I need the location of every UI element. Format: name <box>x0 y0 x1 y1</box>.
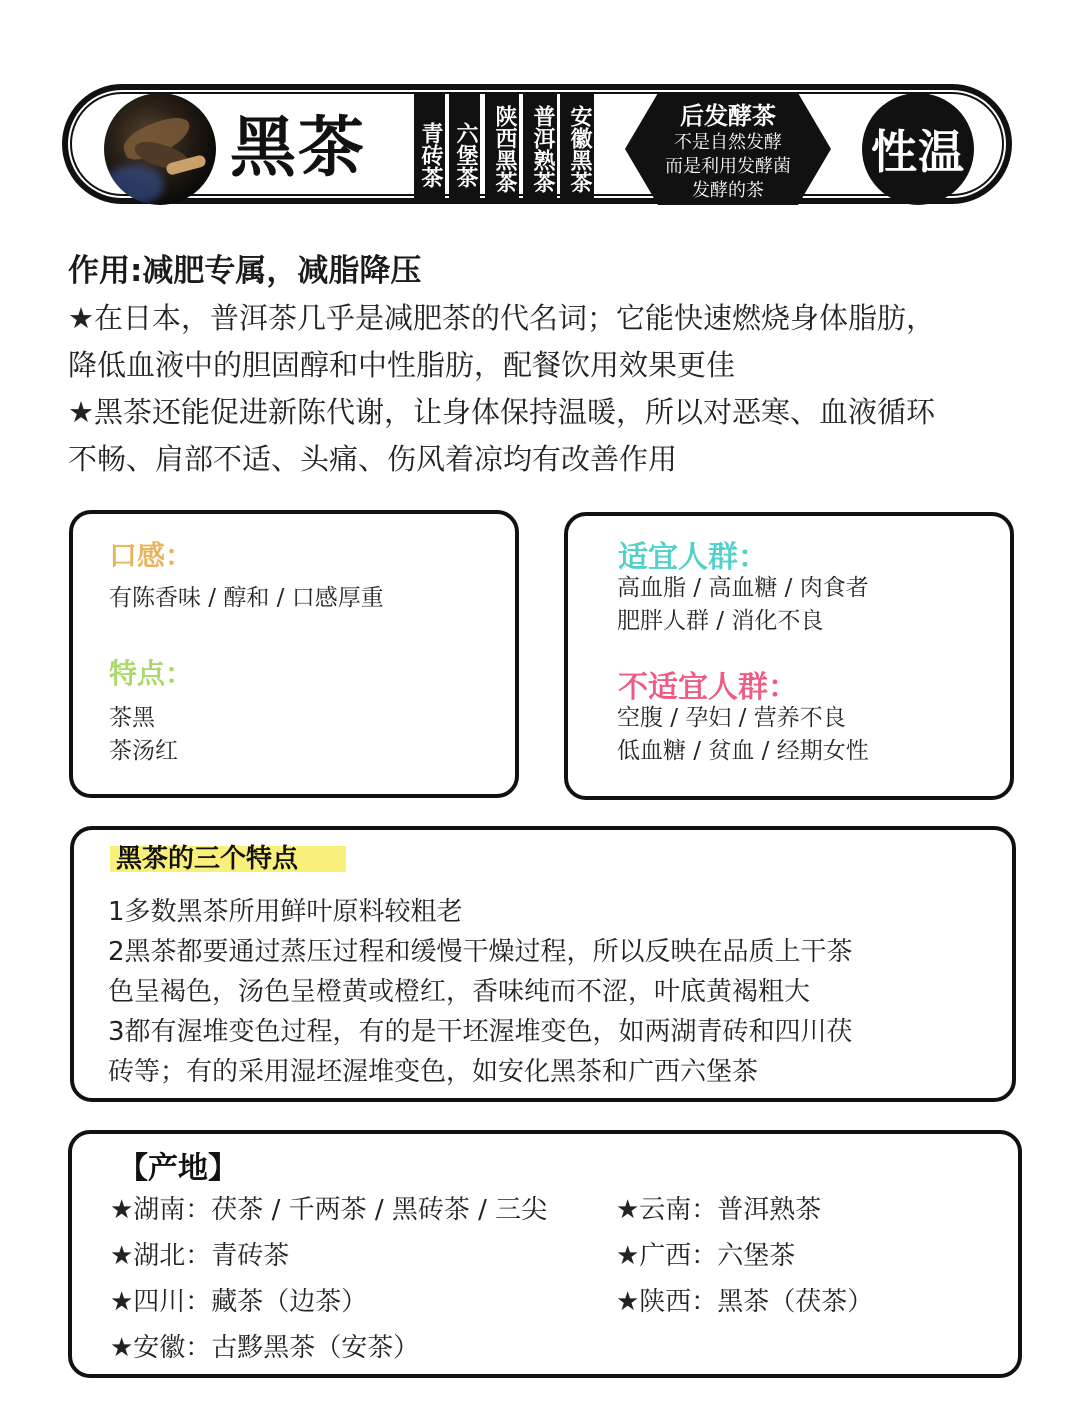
tea-type-anhui: 安徽黑茶 <box>560 92 594 202</box>
taste-text: 有陈香味 / 醇和 / 口感厚重 <box>109 585 384 611</box>
feature-line: 色呈褐色，汤色呈橙黄或橙红，香味纯而不涩，叶底黄褐粗大 <box>108 977 811 1007</box>
effect-line: ★在日本，普洱茶几乎是减肥茶的代名词；它能快速燃烧身体脂肪， <box>68 301 935 335</box>
taste-heading: 口感： <box>109 539 194 572</box>
effect-line: 不畅、肩部不适、头痛、伤风着凉均有改善作用 <box>68 442 678 476</box>
unsuitable-line: 空腹 / 孕妇 / 营养不良 <box>617 705 846 731</box>
origin-heading: 【产地】 <box>118 1151 238 1186</box>
tea-type-shaanxi: 陕西黑茶 <box>485 92 519 202</box>
fermentation-title: 后发酵茶 <box>680 102 776 130</box>
origin-item: ★安徽：古黟黑茶（安茶） <box>110 1333 420 1363</box>
nature-badge: 性温 <box>862 93 974 205</box>
effect-line: ★黑茶还能促进新陈代谢，让身体保持温暖，所以对恶寒、血液循环 <box>68 395 935 429</box>
tea-leaf-photo-icon <box>104 93 216 205</box>
fermentation-line: 不是自然发酵 <box>674 132 782 153</box>
suitable-line: 肥胖人群 / 消化不良 <box>617 608 824 634</box>
tea-type-liubao: 六堡茶 <box>449 92 480 202</box>
fermentation-line: 发酵的茶 <box>692 180 764 201</box>
origin-item: ★四川：藏茶（边茶） <box>110 1287 368 1317</box>
origin-item: ★广西：六堡茶 <box>616 1241 796 1271</box>
feature-line: 2黑茶都要通过蒸压过程和缓慢干燥过程，所以反映在品质上干茶 <box>108 937 853 967</box>
trait-heading: 特点： <box>109 657 194 690</box>
tea-type-qingzhuan: 青砖茶 <box>414 92 445 202</box>
unsuitable-line: 低血糖 / 贫血 / 经期女性 <box>617 738 869 764</box>
page-title: 黑茶 <box>230 109 366 186</box>
features-heading: 黑茶的三个特点 <box>116 844 299 874</box>
tea-type-puer: 普洱熟茶 <box>523 92 557 202</box>
feature-line: 砖等；有的采用湿坯渥堆变色，如安化黑茶和广西六堡茶 <box>108 1057 759 1087</box>
origin-item: ★陕西：黑茶（茯茶） <box>616 1287 874 1317</box>
trait-line: 茶汤红 <box>109 738 178 764</box>
unsuitable-heading: 不适宜人群： <box>618 670 798 705</box>
origin-item: ★湖北：青砖茶 <box>110 1241 290 1271</box>
feature-line: 1多数黑茶所用鲜叶原料较粗老 <box>108 897 463 927</box>
effect-line: 降低血液中的胆固醇和中性脂肪，配餐饮用效果更佳 <box>68 348 736 382</box>
suitable-heading: 适宜人群： <box>618 540 768 575</box>
trait-line: 茶黑 <box>109 705 155 731</box>
feature-line: 3都有渥堆变色过程，有的是干坯渥堆变色，如两湖青砖和四川茯 <box>108 1017 853 1047</box>
suitable-line: 高血脂 / 高血糖 / 肉食者 <box>617 575 869 601</box>
origin-item: ★湖南：茯茶 / 千两茶 / 黑砖茶 / 三尖 <box>110 1195 548 1225</box>
origin-item: ★云南：普洱熟茶 <box>616 1195 822 1225</box>
effect-heading: 作用:减肥专属，减脂降压 <box>68 253 422 289</box>
fermentation-line: 而是利用发酵菌 <box>665 156 791 177</box>
